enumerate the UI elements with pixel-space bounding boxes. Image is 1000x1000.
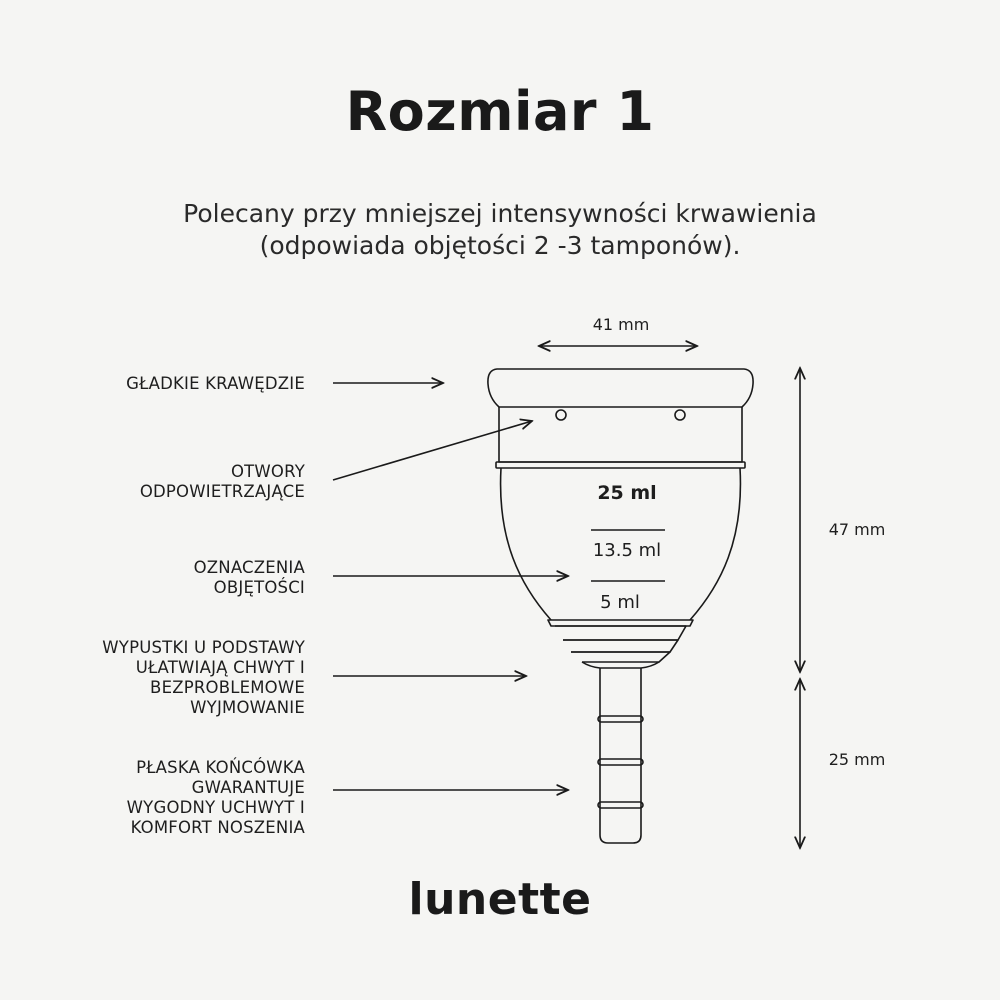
label-line: WYPUSTKI U PODSTAWY [102,638,305,657]
label-line: ODPOWIETRZAJĄCE [139,482,305,501]
label-line: WYGODNY UCHWYT I [126,798,305,817]
label-line: UŁATWIAJĄ CHWYT I [135,658,305,677]
cup-rim [488,369,753,407]
callout-arrow [333,421,532,480]
stem-grip [598,802,643,808]
stem-grip [598,716,643,722]
cup-base-ring [571,652,670,662]
subtitle-line-1: Polecany przy mniejszej intensywności krwawienia [183,199,817,228]
label-line: WYJMOWANIE [190,698,305,717]
label-line: GWARANTUJE [191,778,305,797]
page-title: Rozmiar 1 [345,80,655,143]
label-line: BEZPROBLEMOWE [150,678,305,697]
cup-ring [496,462,745,468]
air-hole-icon [556,410,566,420]
cup-upper-band [499,407,742,462]
label-line: OZNACZENIA [193,558,305,577]
width-dimension-label: 41 mm [592,315,650,334]
air-hole-icon [675,410,685,420]
label-line: OBJĘTOŚCI [213,578,305,597]
brand-logo: lunette [408,874,592,925]
stem-length-label: 25 mm [828,750,886,769]
label-line: GŁADKIE KRAWĘDZIE [126,374,305,393]
label-line: OTWORY [230,462,305,481]
label-line: KOMFORT NOSZENIA [130,818,305,837]
cup-base-ring [555,626,686,640]
subtitle-line-2: (odpowiada objętości 2 -3 tamponów). [259,231,741,260]
cup-base-ring [563,640,678,652]
cup-base-bottom [582,662,659,668]
cup-height-label: 47 mm [828,520,886,539]
cup-base-ring [548,620,693,626]
cup-stem [600,668,641,843]
stem-grip [598,759,643,765]
volume-max-label: 25 ml [597,482,657,504]
volume-min-label: 5 ml [600,592,640,613]
label-line: PŁASKA KOŃCÓWKA [136,758,305,777]
volume-mid-label: 13.5 ml [592,540,662,561]
